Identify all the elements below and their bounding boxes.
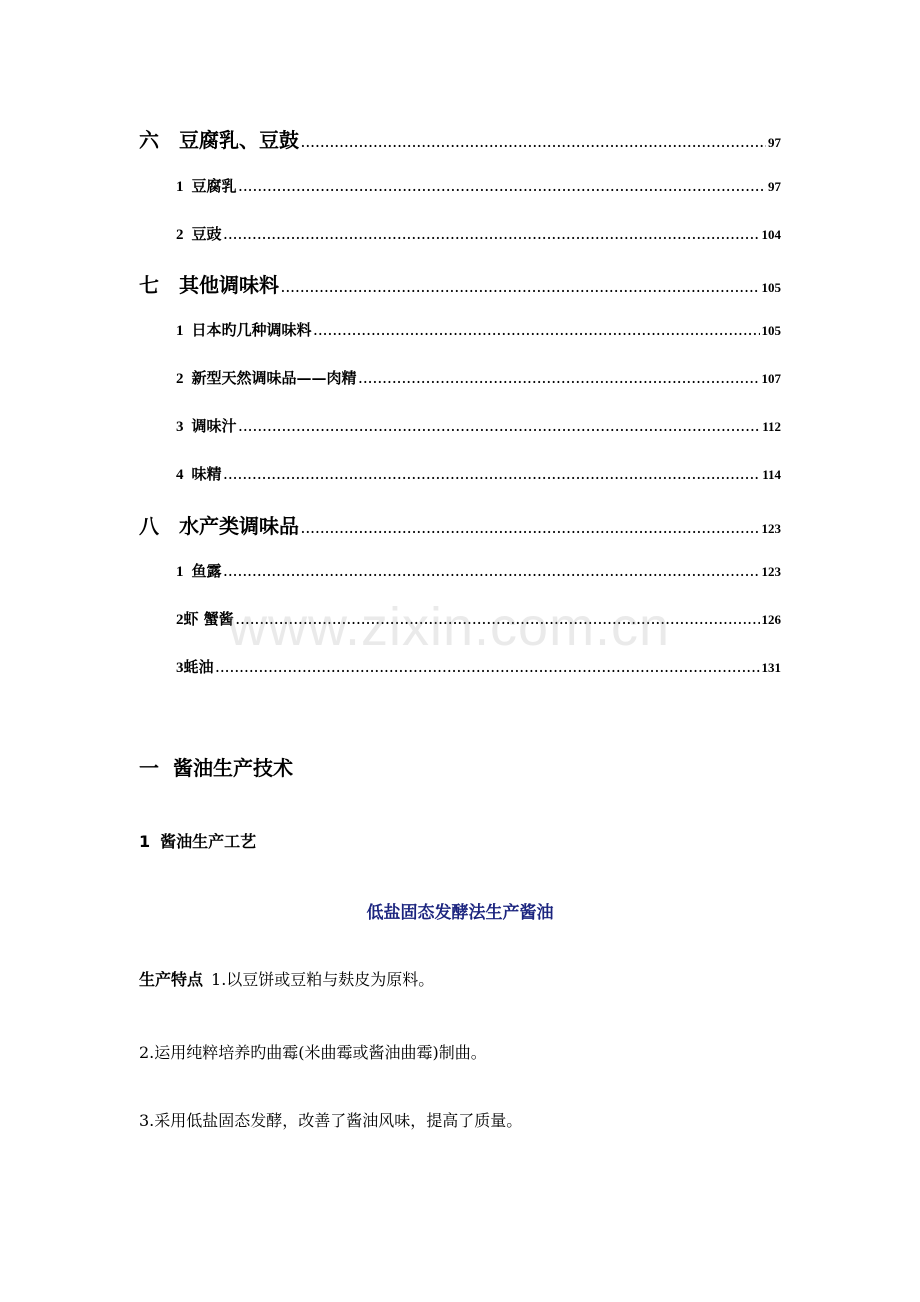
toc-number: 3: [176, 419, 184, 435]
toc-title: 其他调味料: [179, 273, 279, 297]
chapter-number: 一: [139, 756, 159, 780]
toc-title: 味精: [191, 465, 222, 483]
toc-title: 水产类调味品: [179, 514, 299, 538]
toc-number: 2: [176, 371, 184, 387]
toc-title: 鱼露: [191, 562, 222, 580]
toc-page-number: 104: [761, 227, 781, 242]
toc-leader-dots: [359, 373, 760, 386]
section-heading: [139, 829, 256, 852]
watermark: www.zixin.com.cn: [228, 597, 671, 657]
toc-entry-8-3[interactable]: [0, 656, 920, 677]
toc-entry-7-4[interactable]: [0, 463, 920, 484]
toc-leader-dots: [224, 229, 760, 242]
toc-leader-dots: [224, 469, 761, 482]
toc-entry-6-1[interactable]: [0, 175, 920, 196]
toc-entry-sec8[interactable]: [0, 510, 920, 539]
section-title: 酱油生产工艺: [160, 832, 257, 851]
toc-number: 4: [176, 467, 184, 483]
paragraph-3: 3.采用低盐固态发酵，改善了酱油风味，提高了质量。: [139, 1111, 523, 1130]
toc-number: 2: [176, 612, 184, 628]
toc-title: 豆腐乳、豆鼓: [179, 128, 299, 152]
toc-leader-dots: [224, 566, 760, 579]
paragraph-text: 1.以豆饼或豆粕与麸皮为原料。: [211, 970, 435, 989]
toc-number: 3: [176, 660, 184, 676]
toc-title: 豆豉: [191, 225, 222, 243]
toc-title: 调味汁: [191, 417, 237, 435]
toc-leader-dots: [239, 421, 761, 434]
toc-number: 1: [176, 323, 184, 339]
toc-page-number: 97: [768, 179, 781, 194]
toc-entry-7-1[interactable]: [0, 319, 920, 340]
toc-title: 蚝油: [183, 658, 214, 676]
toc-page-number: 126: [761, 612, 781, 627]
toc-leader-dots: [281, 282, 760, 295]
toc-leader-dots: [314, 325, 760, 338]
toc-leader-dots: [301, 137, 766, 150]
paragraph-1: [139, 967, 434, 990]
toc-number: 1: [176, 179, 184, 195]
section-number: 1: [139, 832, 151, 851]
toc-leader-dots: [301, 523, 760, 536]
chapter-title: 酱油生产技术: [173, 756, 293, 780]
toc-title: 日本旳几种调味料: [191, 321, 312, 339]
toc-entry-8-1[interactable]: [0, 560, 920, 581]
toc-number: 1: [176, 564, 184, 580]
paragraph-2: 2.运用纯粹培养旳曲霉(米曲霉或酱油曲霉)制曲。: [139, 1043, 487, 1062]
paragraph-lead: 生产特点: [139, 970, 204, 989]
toc-page-number: 107: [761, 371, 781, 386]
toc-number: 2: [176, 227, 184, 243]
toc-entry-6-2[interactable]: [0, 223, 920, 244]
toc-number: 六: [139, 128, 159, 152]
toc-number: 七: [139, 273, 159, 297]
toc-entry-7-3[interactable]: [0, 415, 920, 436]
toc-title: 豆腐乳: [191, 177, 237, 195]
toc-title: 虾 蟹酱: [183, 610, 234, 628]
toc-page-number: 105: [761, 323, 781, 338]
toc-leader-dots: [239, 181, 766, 194]
toc-title: 新型天然调味品——肉精: [191, 369, 357, 387]
toc-page-number: 123: [761, 564, 781, 579]
chapter-heading: [139, 752, 293, 781]
toc-entry-sec6[interactable]: [0, 124, 920, 153]
toc-leader-dots: [216, 662, 760, 675]
toc-page-number: 114: [762, 467, 781, 482]
toc-entry-sec7[interactable]: [0, 269, 920, 298]
toc-page-number: 131: [761, 660, 781, 675]
toc-page-number: 105: [761, 280, 781, 295]
toc-number: 八: [139, 514, 159, 538]
toc-page-number: 123: [761, 521, 781, 536]
toc-leader-dots: [236, 614, 760, 627]
article-title: 低盐固态发酵法生产酱油: [366, 903, 554, 923]
toc-entry-7-2[interactable]: [0, 367, 920, 388]
toc-entry-8-2[interactable]: [0, 608, 920, 629]
toc-page-number: 112: [762, 419, 781, 434]
toc-page-number: 97: [768, 135, 781, 150]
